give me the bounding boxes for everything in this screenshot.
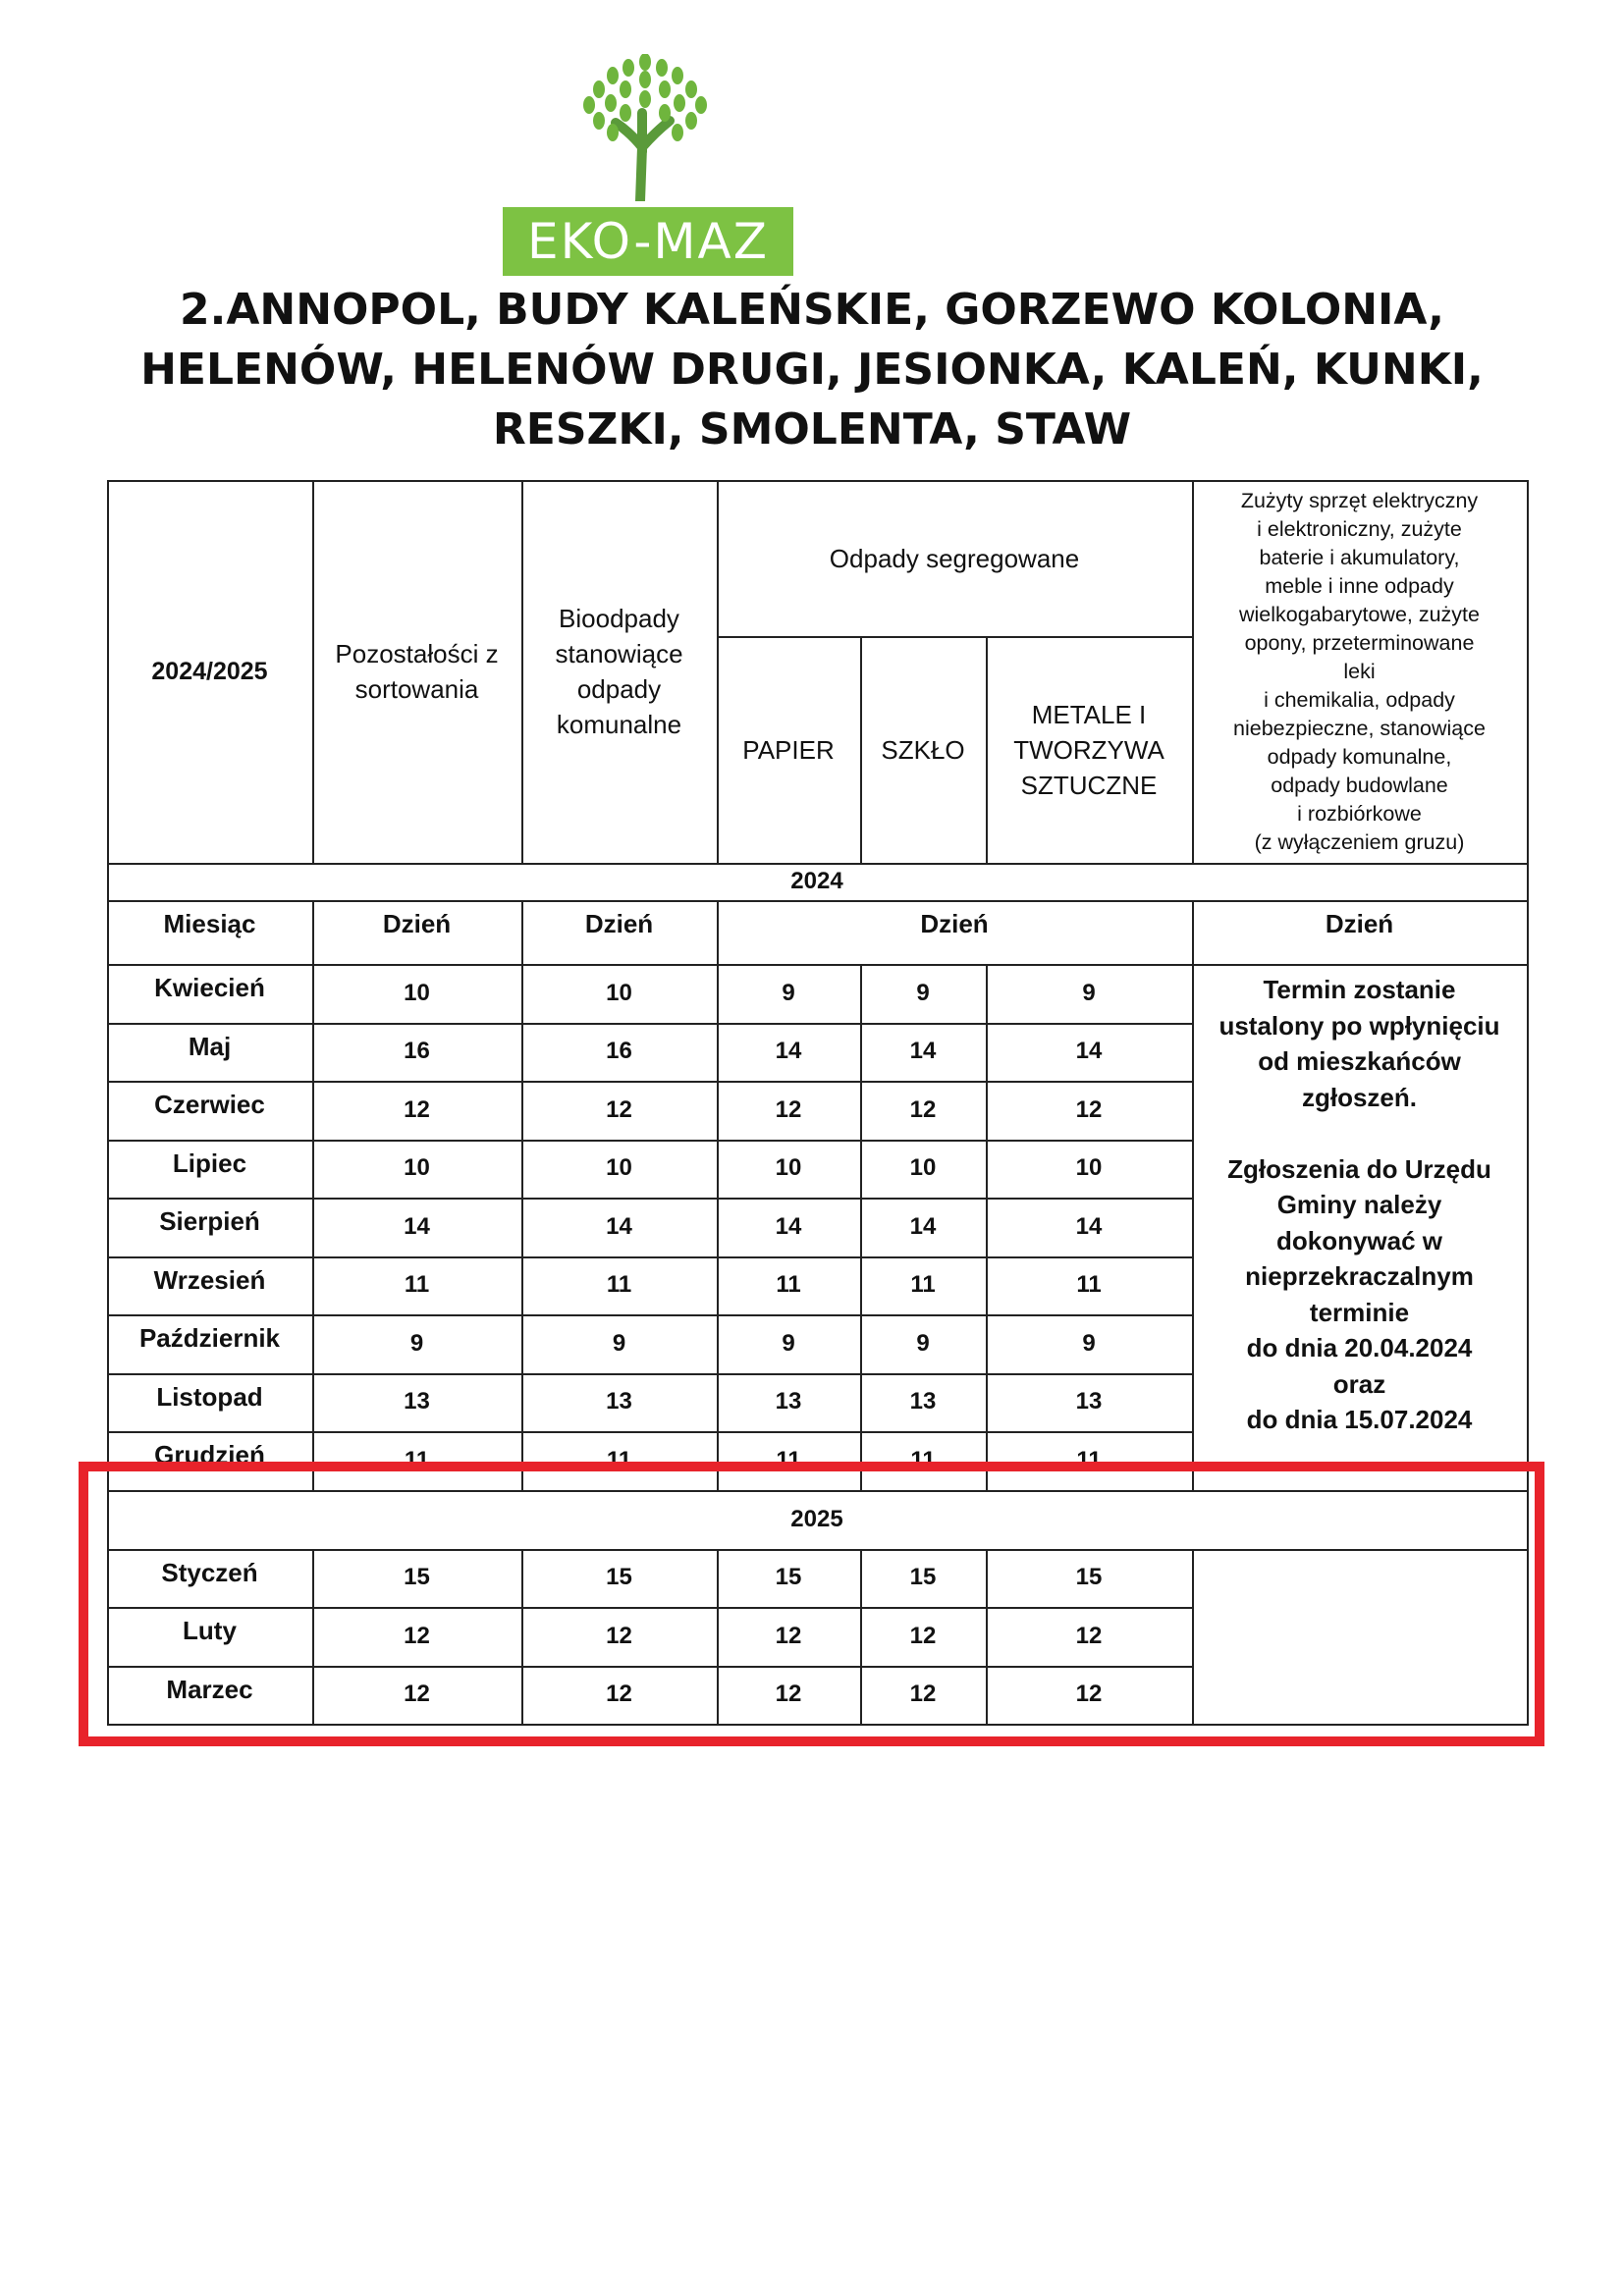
day-cell: 9 <box>409 1329 424 1357</box>
day-cell: 13 <box>1075 1388 1103 1415</box>
day-cell: 9 <box>1082 979 1096 1006</box>
day-cell: 12 <box>1075 1622 1103 1649</box>
day-cell: 13 <box>606 1388 632 1415</box>
note-line <box>1356 1115 1363 1151</box>
day-cell: 16 <box>606 1038 632 1065</box>
month-cell: Maj <box>188 1031 232 1061</box>
tree-icon <box>571 54 719 201</box>
day-cell: 14 <box>775 1038 802 1065</box>
month-cell: Lipiec <box>172 1148 247 1178</box>
day-cell: 15 <box>909 1564 937 1591</box>
day-cell: 12 <box>909 1622 937 1649</box>
bulky-line: baterie i akumulatory, <box>1259 545 1460 569</box>
bulky-line: i chemikalia, odpady <box>1264 687 1455 712</box>
note-line: zgłoszeń. <box>1301 1082 1417 1112</box>
day-cell: 11 <box>606 1271 632 1299</box>
day-cell: 11 <box>404 1446 430 1473</box>
day-cell: 14 <box>909 1038 937 1065</box>
month-cell: Luty <box>183 1616 237 1645</box>
day-cell: 10 <box>1075 1154 1103 1182</box>
note-line: terminie <box>1309 1297 1410 1327</box>
month-cell: Kwiecień <box>154 973 265 1002</box>
day-cell: 12 <box>1075 1681 1103 1708</box>
day-cell: 9 <box>782 1329 795 1357</box>
day-cell: 12 <box>909 1095 937 1123</box>
day-cell: 10 <box>404 979 430 1006</box>
note-line: nieprzekraczalnym <box>1245 1261 1474 1291</box>
note-line: od mieszkańców <box>1258 1046 1461 1076</box>
label-month: Miesiąc <box>163 909 256 938</box>
bulky-waste-header <box>1192 480 1527 863</box>
day-cell: 13 <box>909 1388 937 1415</box>
month-cell: Czerwiec <box>154 1090 265 1119</box>
day-cell: 14 <box>1075 1038 1103 1065</box>
day-cell: 15 <box>775 1564 802 1591</box>
day-cell: 11 <box>776 1446 801 1473</box>
eko-maz-logo <box>503 54 797 280</box>
month-cell: Grudzień <box>154 1440 265 1469</box>
day-cell: 12 <box>606 1622 632 1649</box>
bulky-line: odpady budowlane <box>1271 773 1448 797</box>
note-line: dokonywać w <box>1275 1225 1443 1255</box>
day-cell: 16 <box>404 1038 430 1065</box>
bio-header: Bioodpady stanowiące odpady komunalne <box>555 604 683 739</box>
day-cell: 12 <box>775 1622 802 1649</box>
bulky-line: i elektroniczny, zużyte <box>1257 516 1462 541</box>
logo-text: EKO-MAZ <box>503 207 793 276</box>
label-day: Dzień <box>382 909 452 938</box>
year-2024: 2024 <box>790 868 843 894</box>
day-cell: 11 <box>1076 1446 1102 1473</box>
bulky-line: Zużyty sprzęt elektryczny <box>1240 488 1479 512</box>
month-cell: Październik <box>138 1323 281 1353</box>
label-day: Dzień <box>1325 909 1394 938</box>
day-cell: 12 <box>1075 1095 1103 1123</box>
day-cell: 14 <box>775 1212 802 1240</box>
title-line: 2.ANNOPOL, BUDY KALEŃSKIE, GORZEWO KOLONIA, <box>179 285 1445 335</box>
note-line: Termin zostanie <box>1263 975 1456 1004</box>
month-cell: Marzec <box>166 1674 253 1704</box>
bulky-line: leki <box>1343 659 1376 683</box>
day-cell: 9 <box>916 979 930 1006</box>
day-cell: 14 <box>404 1212 430 1240</box>
day-cell: 11 <box>1076 1271 1102 1299</box>
day-cell: 10 <box>775 1154 802 1182</box>
month-cell: Wrzesień <box>153 1264 266 1295</box>
note-line: ustalony po wpłynięciu <box>1218 1010 1500 1041</box>
season-header: 2024/2025 <box>151 658 268 685</box>
day-cell: 9 <box>916 1329 930 1357</box>
day-cell: 15 <box>1075 1564 1103 1591</box>
bulky-line: niebezpieczne, stanowiące <box>1233 716 1486 740</box>
note-line: Zgłoszenia do Urzędu <box>1227 1153 1491 1184</box>
segregated-header: Odpady segregowane <box>829 543 1080 573</box>
day-cell: 13 <box>404 1388 430 1415</box>
bulky-line: meble i inne odpady <box>1265 573 1454 598</box>
glass-header: SZKŁO <box>881 734 965 765</box>
day-cell: 9 <box>782 979 795 1006</box>
day-cell: 15 <box>404 1564 430 1591</box>
day-cell: 10 <box>404 1154 430 1182</box>
day-cell: 12 <box>404 1622 430 1649</box>
day-cell: 9 <box>1082 1329 1096 1357</box>
day-cell: 11 <box>776 1271 801 1299</box>
day-cell: 14 <box>909 1212 937 1240</box>
day-cell: 12 <box>775 1095 802 1123</box>
bulky-waste-note <box>1192 964 1527 1490</box>
label-day: Dzień <box>920 909 989 938</box>
day-cell: 10 <box>909 1154 937 1182</box>
day-cell: 14 <box>1075 1212 1103 1240</box>
note-line: do dnia 20.04.2024 <box>1246 1333 1473 1362</box>
day-cell: 9 <box>612 1329 626 1357</box>
day-cell: 12 <box>606 1681 632 1708</box>
note-line: oraz <box>1332 1368 1386 1399</box>
note-line: do dnia 15.07.2024 <box>1246 1405 1473 1434</box>
day-cell: 11 <box>404 1271 430 1299</box>
day-cell: 12 <box>909 1681 937 1708</box>
day-cell: 13 <box>775 1388 802 1415</box>
day-cell: 15 <box>606 1564 632 1591</box>
bulky-line: opony, przeterminowane <box>1244 630 1475 655</box>
day-cell: 11 <box>910 1446 936 1473</box>
day-cell: 12 <box>404 1095 430 1123</box>
year-2025: 2025 <box>790 1505 843 1532</box>
day-cell: 10 <box>606 1154 632 1182</box>
day-cell: 12 <box>775 1681 802 1708</box>
day-cell: 11 <box>606 1446 632 1473</box>
residual-header: Pozostałości z sortowania <box>335 639 499 704</box>
month-cell: Sierpień <box>159 1206 260 1236</box>
day-cell: 12 <box>404 1681 430 1708</box>
month-cell: Styczeń <box>161 1557 258 1587</box>
paper-header: PAPIER <box>742 734 835 765</box>
note-line: Gminy należy <box>1276 1190 1442 1219</box>
title-line: RESZKI, SMOLENTA, STAW <box>492 404 1132 454</box>
day-cell: 10 <box>606 979 632 1006</box>
title-line: HELENÓW, HELENÓW DRUGI, JESIONKA, KALEŃ, KUNKI, <box>140 345 1484 395</box>
bulky-line: odpady komunalne, <box>1267 744 1452 769</box>
label-day: Dzień <box>584 909 654 938</box>
metal-header: METALE I TWORZYWA SZTUCZNE <box>1013 699 1164 800</box>
highlight-box-2025 <box>79 1462 1544 1746</box>
month-cell: Listopad <box>156 1381 263 1412</box>
bulky-line: (z wyłączeniem gruzu) <box>1254 829 1465 854</box>
day-cell: 14 <box>606 1212 632 1240</box>
bulky-line: wielkogabarytowe, zużyte <box>1239 602 1480 626</box>
day-cell: 12 <box>606 1095 632 1123</box>
day-cell: 11 <box>910 1271 936 1299</box>
page-title <box>98 280 1526 459</box>
bulky-line: i rozbiórkowe <box>1297 801 1422 826</box>
